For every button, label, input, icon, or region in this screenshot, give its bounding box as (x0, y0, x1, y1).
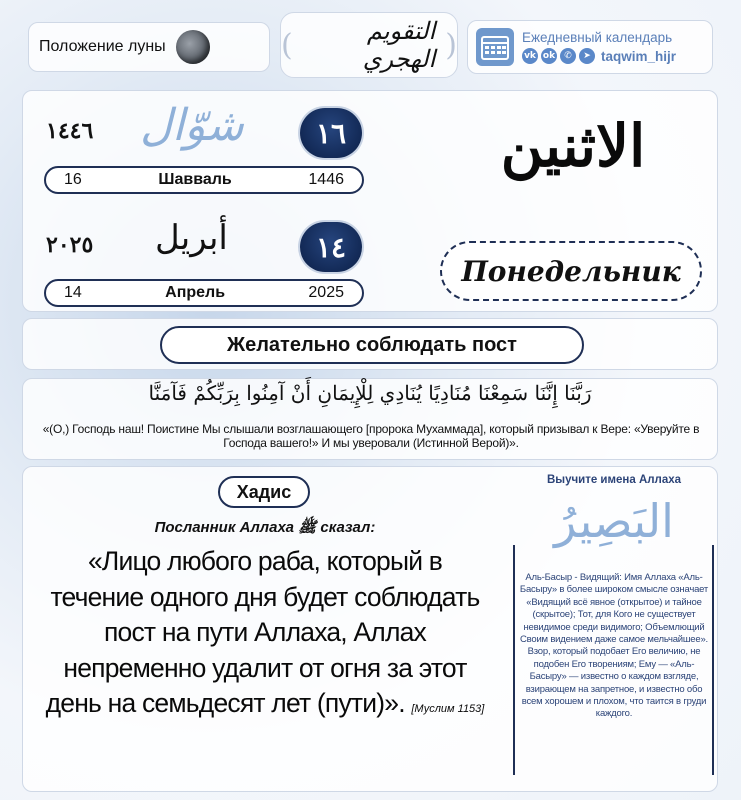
hijri-date-pill (44, 166, 364, 194)
names-heading: Выучите имена Аллаха (546, 474, 682, 486)
whatsapp-icon[interactable]: ✆ (560, 48, 576, 64)
ayah-arabic: رَبَّنَا إِنَّنَا سَمِعْنَا مُنَادِيًا يُنَادِي لِلْإِيمَانِ أَنْ آمِنُوا بِرَبِّكُمْ فَآمَنَّا (148, 381, 592, 405)
gregorian-day-badge (300, 222, 362, 272)
gregorian-year: 2025 (308, 284, 344, 301)
hijri-day-badge (300, 108, 362, 158)
ayah-translation: «(О,) Господь наш! Поистине Мы слышали возглашающего [пророка Мухаммада], который призывал к Вере: «Уверуйте в Господа вашего!» И мы уверовали (Истинной Верой)». (42, 422, 700, 450)
hadith-label-pill (218, 476, 310, 508)
gregorian-month: Апрель (165, 284, 226, 301)
moon-label: Положение луны (39, 38, 166, 55)
channel-panel[interactable] (467, 20, 713, 74)
hijri-day: 16 (64, 171, 82, 188)
gregorian-day: 14 (64, 284, 82, 301)
moon-panel (28, 22, 270, 72)
gregorian-year-arabic: ٢٠٢٥ (46, 232, 94, 258)
weekday-arabic: الاثنين (500, 112, 646, 180)
names-arabic: البَصِيرُ (554, 494, 674, 548)
hadith-source: [Муслим 1153] (411, 703, 485, 715)
bracket-left-icon: ( (281, 27, 293, 63)
hijri-calendar-title: التقويم الهجري (362, 17, 436, 73)
hadith-text: «Лицо любого раба, который в течение одного дня будет соблюдать пост на пути Аллаха, Аллах непременно удалит от огня за этот день на семьдесят лет (пути)». (45, 546, 480, 718)
names-description: Аль-Басыр - Видящий: Имя Аллаха «Аль-Басыру» в более широком смысле означает «Видящий всё явное (открытое) и тайное (скрытое); Тот, для Кого не существует невидимое среди видимого; Объемлющий Своим видением даже самое мельчайшее». Взор, который подобает Его величию, не подобен Его творениям; Ему — «Аль-Басыру» — известно о каждом взгляде, взирающем на запретное, и известно обо всем хорошем и плохом, что таится в груди каждого. (519, 572, 709, 720)
names-divider-right (712, 545, 714, 775)
gregorian-day-arabic: ١٤ (315, 230, 347, 264)
hijri-day-arabic: ١٦ (315, 116, 347, 150)
hijri-year: 1446 (308, 171, 344, 188)
hijri-month-arabic: شوّال (140, 100, 244, 151)
hadith-body (40, 544, 490, 728)
odnoklassniki-icon[interactable]: ok (541, 48, 557, 64)
weekday-russian-badge (440, 241, 702, 301)
channel-title: Ежедневный календарь (522, 30, 673, 45)
hadith-intro: Посланник Аллаха ﷺ сказал: (154, 519, 376, 536)
gregorian-date-pill (44, 279, 364, 307)
channel-handle[interactable]: taqwim_hijr (601, 48, 677, 64)
bracket-right-icon: ) (445, 27, 457, 63)
hijri-month: Шавваль (158, 171, 232, 188)
gregorian-month-arabic: أبريل (155, 218, 228, 258)
calendar-grid-icon (476, 28, 514, 66)
moon-phase-icon (176, 30, 210, 64)
hijri-calendar-title-panel (280, 12, 458, 78)
weekday-russian: Понедельник (461, 254, 681, 288)
recommendation-text: Желательно соблюдать пост (227, 333, 517, 356)
telegram-icon[interactable]: ➤ (579, 48, 595, 64)
recommendation-pill (160, 326, 584, 364)
hadith-label: Хадис (236, 481, 292, 502)
vk-icon[interactable]: vk (522, 48, 538, 64)
hijri-year-arabic: ١٤٤٦ (46, 118, 94, 144)
names-divider-left (513, 545, 515, 775)
